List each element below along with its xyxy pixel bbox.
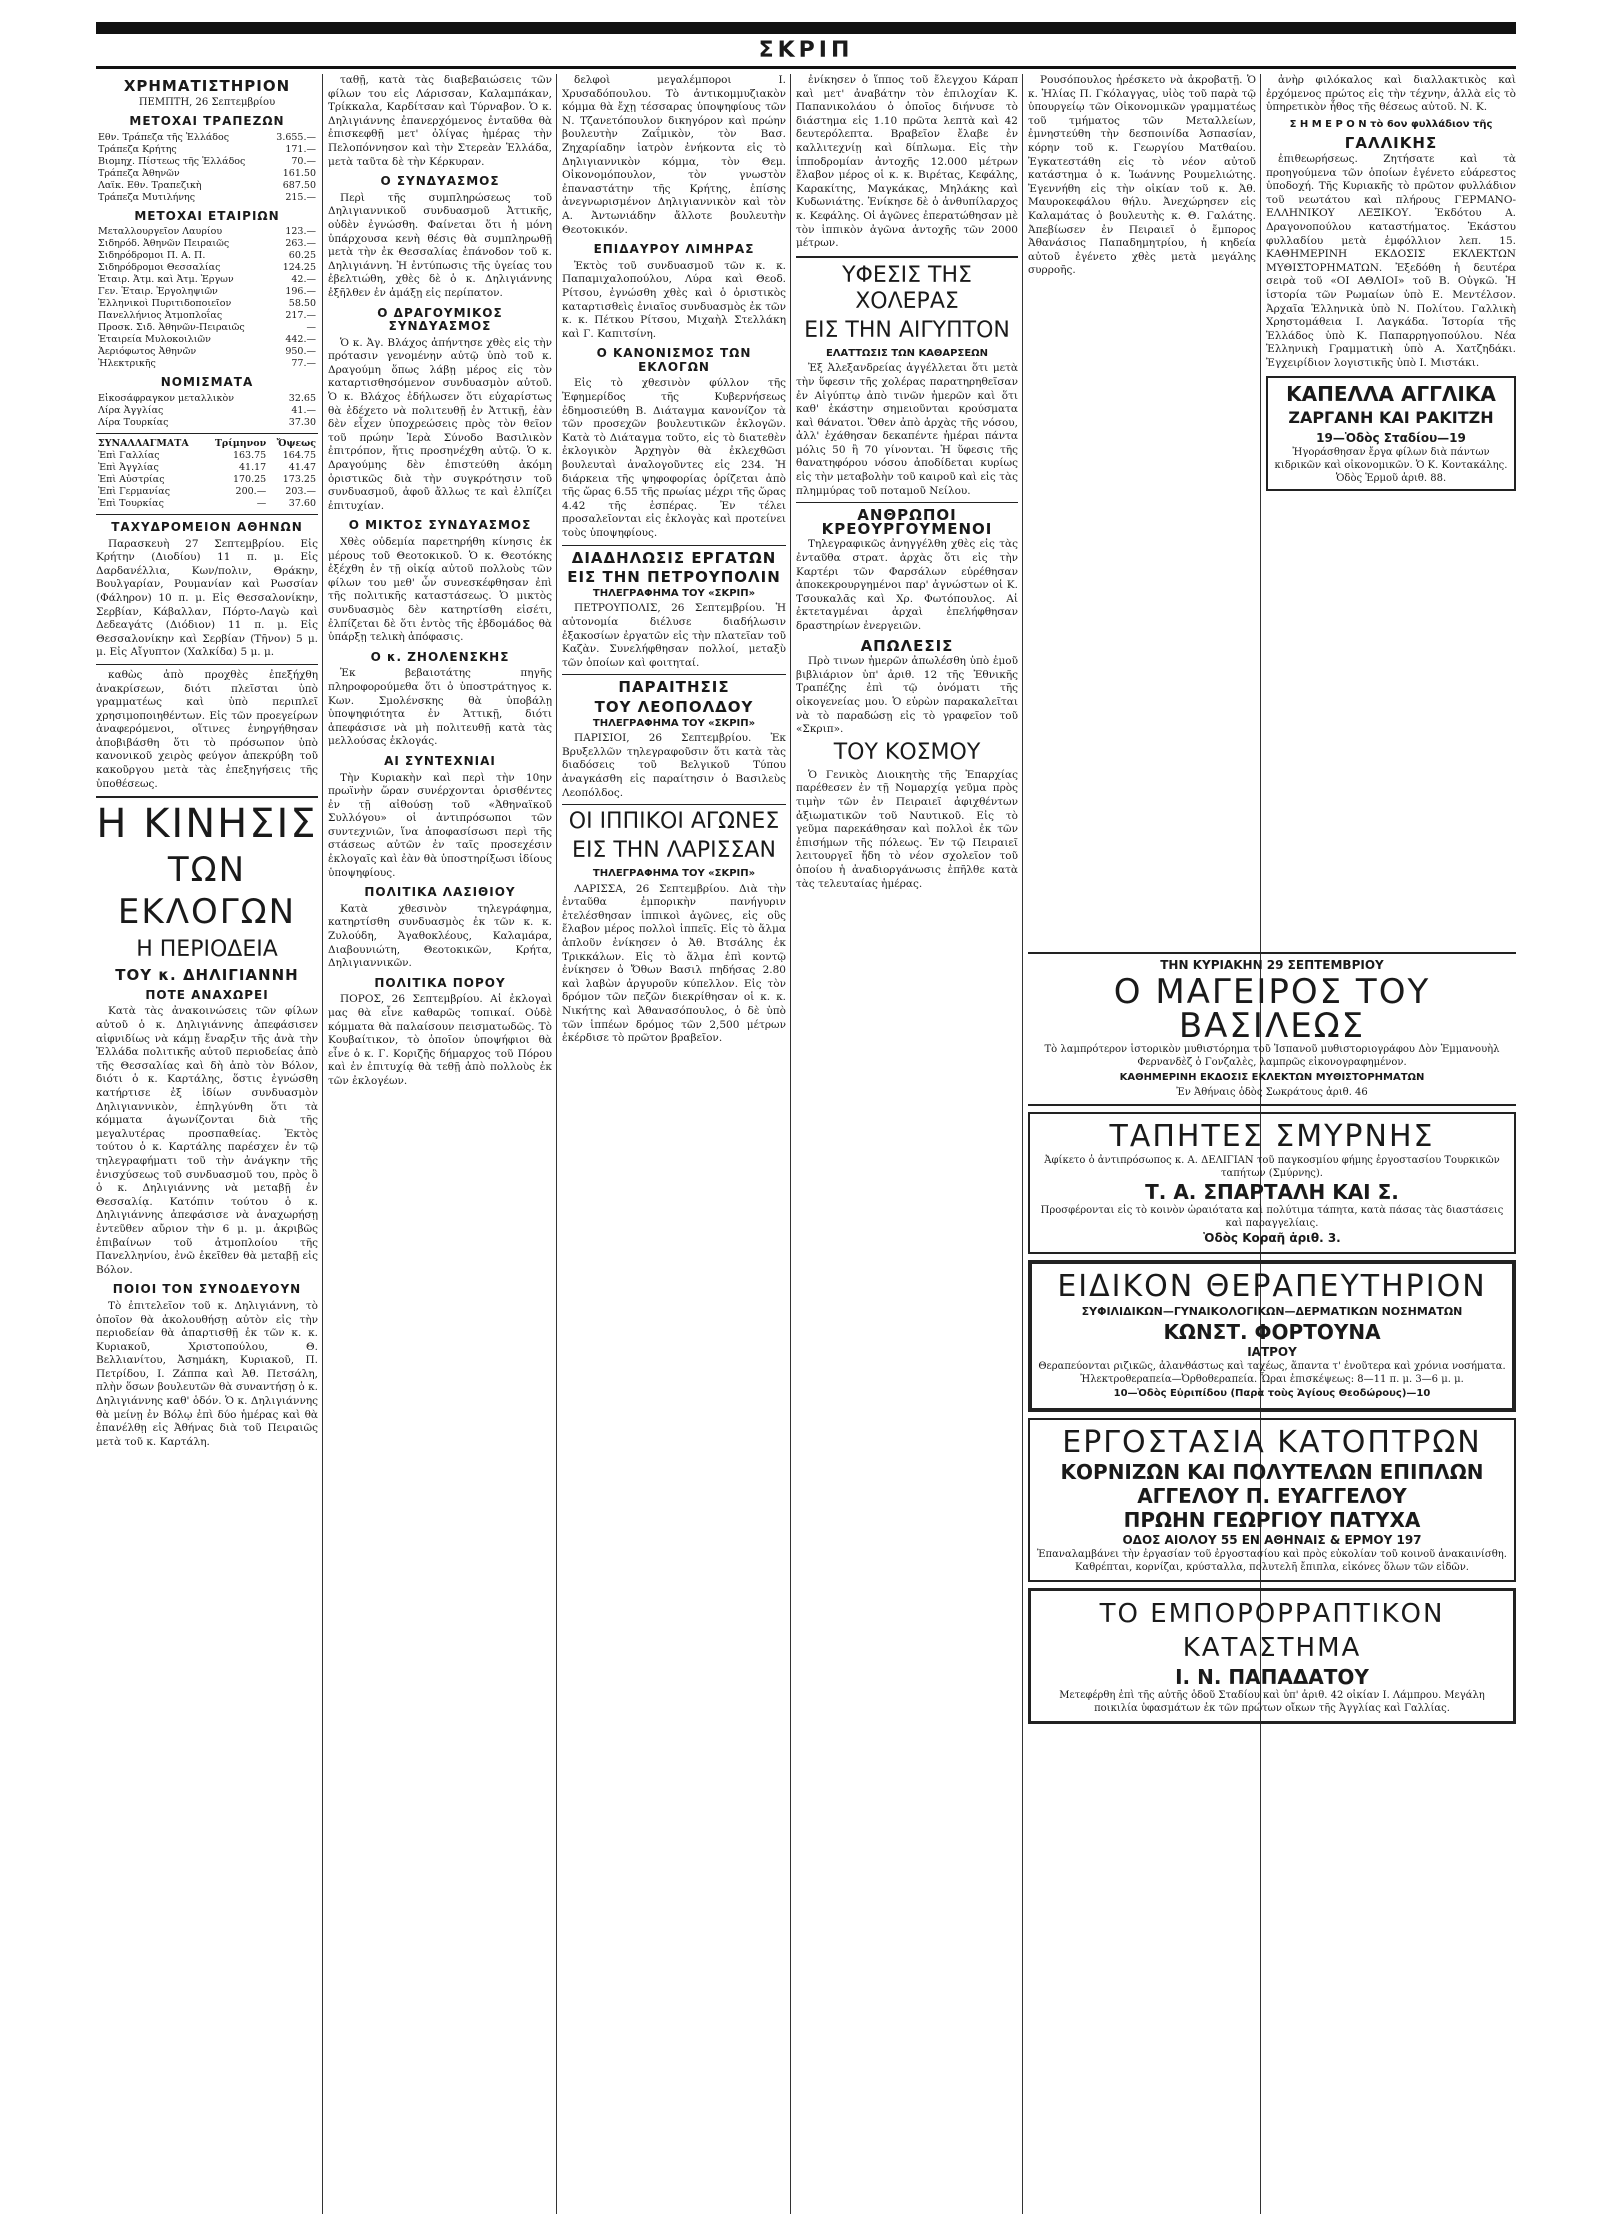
table-row [96,450,318,462]
eat-text: Τηλεγραφικῶς ἀνηγγέλθη χθὲς εἰς τὰς ἐνταῦθα στρατ. ἀρχὰς ὅτι εἰς τὴν Καρτέρι τῶν Φαρσάλων εὑρέθησαν ἀποκεκρουργημένοι παρ' ἀγνώστων οἱ Κ. Τσουκαλᾶς καὶ Χρ. Φωτόπουλος. Αἱ ἐκτεταγμέναι ἀρχαὶ ἐπελήφθησαν δραστηρίων ἐνεργειῶν. [796,538,1018,632]
table-cell: 60.25 [288,250,316,262]
column-3 [562,74,786,2214]
table-cell: — [306,322,316,334]
post-title: ΤΑΧΥΔΡΟΜΕΙΟΝ ΑΘΗΝΩΝ [111,519,303,534]
store-owner: Ι. Ν. ΠΑΠΑΔΑΤΟΥ [1175,1665,1369,1690]
hats-title: ΚΑΠΕΛΛΑ ΑΓΓΛΙΚΑ [1286,382,1496,407]
table-cell: 196.— [285,286,316,298]
theo-text: Χθὲς οὐδεμία παρετηρήθη κίνησις ἐκ μέρους τοῦ Θεοτοκικοῦ. Ὁ κ. Θεοτόκης ἐξέχθη ἐν τῇ οἰκίᾳ αὐτοῦ πολλοὺς τῶν φίλων του μεθ' ὧν συνεσκέφθησαν ἐπὶ τῆς πολιτικῆς καταστάσεως. Ὁ μικτὸς συνδυασμὸς δὲν κατηρτίσθη εἰσέτι, ἐλπίζεται δὲ ὅτι ἐντὸς τῆς ἑβδομάδος θὰ ὑπάρξῃ τελικὴ ἀπόφασις. [328,536,552,644]
mirror-line-3: ΑΓΓΕΛΟΥ Π. ΕΥΑΓΓΕΛΟΥ [1137,1484,1407,1509]
table-row [96,405,318,417]
clinic-title: ΕΙΔΙΚΟΝ ΘΕΡΑΠΕΥΤΗΡΙΟΝ [1057,1269,1487,1305]
heading-resign-2: ΤΟΥ ΛΕΟΠΟΛΔΟΥ [594,697,754,716]
table-cell: Ἑλληνικοὶ Πυριτιδοποιεῖον [98,298,232,310]
top-border [96,22,1516,34]
column-divider [322,74,323,2214]
table-cell: Ἐπὶ Γαλλίας [98,449,160,461]
clinic-ad [1028,1260,1516,1412]
table-cell: 70.— [291,155,316,167]
novel-pub: ΚΑΘΗΜΕΡΙΝΗ ΕΚΔΟΣΙΣ ΕΚΛΕΚΤΩΝ ΜΥΘΙΣΤΟΡΗΜΑΤΩΝ [1119,1071,1425,1083]
table-cell: Σιδηρόδρομοι Π. Α. Π. [98,250,206,262]
table-cell: 42.— [291,274,316,286]
banks-table [96,132,318,204]
ads-area [1028,947,1516,1730]
table-row [96,132,318,144]
table-row [96,274,318,286]
column-divider [1022,74,1023,2214]
resign-tel: ΤΗΛΕΓΡΑΦΗΜΑ ΤΟΥ «ΣΚΡΙΠ» [592,717,756,729]
column-4 [796,74,1018,2214]
heading-epidavrou: ΕΠΙΔΑΥΡΟΥ ΛΙΜΗΡΑΣ [593,242,755,257]
resign-text: ΠΑΡΙΣΙΟΙ, 26 Σεπτεμβρίου. Ἐκ Βρυξελλῶν τηλεγραφοῦσιν ὅτι κατὰ τὰς διαδόσεις τοῦ Βελγικοῦ Τύπου ἀναγκάσθη εἰς παραίτησιν ὁ Βασιλεὺς Λεοπόλδος. [562,732,786,799]
post-text: Παρασκευὴ 27 Σεπτεμβρίου. Εἰς Κρήτην (Διοδίου) 11 π. μ. Εἰς Δαρδανέλλια, Κων/πολιν, Θράκην, Βουλγαρίαν, Ρουμανίαν καὶ Ρωσσίαν (Φάληρον) 10 π. μ. Εἰς Θεσσαλονίκην, Σερβίαν, Κάβαλλαν, Πόρτο-Λαγὼ καὶ Δεδεαγάτς (Διόδιον) 11 π. μ. Εἰς Θεσσαλονίκην καὶ Σερβίαν (Τῆνον) 5 μ. μ. Εἰς Αἴγυπτον (Χαλκίδα) 5 μ. μ. [96,537,318,659]
table-cell: Σιδηρόδ. Ἀθηνῶν Πειραιῶς [98,238,230,250]
novel-text: Τὸ λαμπρότερον ἱστορικὸν μυθιστόρημα τοῦ Ἱσπανοῦ μυθιστοριογράφου Δὸν Ἐμμανουὴλ Φερνανδὲζ ὁ Γονζαλὲς, λαμπρῶς εἰκονογραφημένον. [1044,1043,1500,1068]
carpets-ad [1028,1112,1516,1254]
heading-politika: ΠΟΛΙΤΙΚΑ ΛΑΣΙΘΙΟΥ [364,885,516,900]
tour-sub2: ΠΟΤΕ ΑΝΑΧΩΡΕΙ [145,987,269,1002]
heading-cholera-1: ΥΦΕΣΙΣ ΤΗΣ ΧΟΛΕΡΑΣ [842,262,972,314]
masthead: ΣΚΡΙΠ [758,38,854,63]
hats-addr: 19—Ὁδὸς Σταδίου—19 [1316,431,1466,446]
table-row [96,144,318,156]
clinic-text: Θεραπεύονται ριζικῶς, ἀλανθάστως καὶ ταχέως, ἅπαντα τ' ἐνοῦτερα καὶ χρόνια νοσήματα. Ἠλεκτροθεραπεία—Ὀρθοθεραπεία. Ὧραι ἐπισκέψεως: 8—11 π. μ. 3—6 μ. μ. [1038,1361,1506,1386]
table-cell: 164.75 [282,449,316,461]
table-row [96,322,318,334]
coins-header: ΝΟΜΙΣΜΑΤΑ [160,375,254,390]
carpet-firm: Τ. Α. ΣΠΑΡΤΑΛΗ ΚΑΙ Σ. [1145,1180,1399,1205]
heading-horse-1: ΟΙ ΙΠΠΙΚΟΙ ΑΓΩΝΕΣ [568,809,780,835]
table-cell: 58.50 [288,298,316,310]
horse-tel: ΤΗΛΕΓΡΑΦΗΜΑ ΤΟΥ «ΣΚΡΙΠ» [592,868,756,880]
clinic-doc: ΚΩΝΣΤ. ΦΟΡΤΟΥΝΑ [1163,1320,1381,1345]
store-ad [1028,1588,1516,1724]
world-text: Ὁ Γενικὸς Διοικητὴς τῆς Ἐπαρχίας παρέθεσεν ἐν τῇ Νομαρχίᾳ γεῦμα πρὸς τιμὴν τῶν ἐν Πειραιεῖ ἀφιχθέντων ἀξιωματικῶν τοῦ Ναυτικοῦ. Εἰς τὸ γεῦμα παρεκάθησαν καὶ πολλοὶ ἐκ τῶν ἐπισήμων τῆς πόλεως. Ἐν τῷ Πειραιεῖ λειτουργεῖ ἤδη τὸ νέον σχολεῖον τοῦ ὁποίου ἡ ἀναδιοργάνωσις ἐπῆλθε κατὰ τὰς τελευταίας ἡμέρας. [796,768,1018,890]
table-cell: 77.— [291,358,316,370]
table-cell: Προσκ. Σιδ. Ἀθηνῶν-Πειραιῶς [98,322,245,334]
table-cell: 124.25 [282,262,316,274]
table-row [96,346,318,358]
table-row [96,250,318,262]
table-cell: Λίρα Ἀγγλίας [98,404,164,416]
table-row [96,238,318,250]
issue-line: Σ Η Μ Ε Ρ Ο Ν τὸ 6ον φυλλάδιον τῆς [1289,118,1493,130]
strike-tel: ΤΗΛΕΓΡΑΦΗΜΑ ΤΟΥ «ΣΚΡΙΠ» [592,587,756,599]
table-row [96,393,318,405]
heading-cholera-3: ΕΛΑΤΤΩΣΙΣ ΤΩΝ ΚΑΘΑΡΣΕΩΝ [825,347,989,359]
novel-title: Ο ΜΑΓΕΙΡΟΣ ΤΟΥ ΒΑΣΙΛΕΩΣ [1113,971,1431,1046]
table-cell: Ἑταιρεία Μυλοκοιλιῶν [98,334,211,346]
table-row [96,298,318,310]
table-cell: Γεν. Ἑταιρ. Ἐργοληψιῶν [98,286,218,298]
table-cell: Ἑταιρ. Ἀτμ. καὶ Ἀτμ. Ἐργων [98,274,234,286]
gallic-title: ΓΑΛΛΙΚΗΣ [1344,134,1438,153]
table-row [96,462,318,474]
lib-date: ΤΗΝ ΚΥΡΙΑΚΗΝ 29 ΣΕΠΤΕΜΒΡΙΟΥ [1160,958,1384,972]
clinic-sub: ΣΥΦΙΛΙΔΙΚΩΝ—ΓΥΝΑΙΚΟΛΟΓΙΚΩΝ—ΔΕΡΜΑΤΙΚΩΝ ΝΟΣΗΜΑΤΩΝ [1081,1305,1463,1319]
table-row [96,180,318,192]
carpet-title: ΤΑΠΗΤΕΣ ΣΜΥΡΝΗΣ [1109,1119,1435,1155]
table-row [96,417,318,429]
coins-table [96,393,318,429]
table-cell: 123.— [285,226,316,238]
heading-strike-1: ΔΙΑΔΗΛΩΣΙΣ ΕΡΓΑΤΩΝ [571,548,777,567]
carpet-text: Ἀφίκετο ὁ ἀντιπρόσωπος κ. Α. ΔΕΛΙΓΙΑΝ τοῦ παγκοσμίου φήμης ἐργοστασίου Τουρκικῶν ταπήτων (Σμύρνης). [1044,1155,1500,1180]
table-cell: 41.17 [239,461,267,473]
ipol-text: Ἐκ βεβαιοτάτης πηγῆς πληροφορούμεθα ὅτι ὁ ὑποστράτηγος κ. Κων. Σμολένσκης θὰ ὑποβάλῃ ὑποψηφιότητα ἐν Ἀττικῇ, διότι ἀπεφάσισε νὰ μὴ πολιτευθῇ κατὰ τὰς μελλούσας ἐκλογάς. [328,667,552,748]
column-2 [328,74,552,2214]
mirror-addr: ΟΔΟΣ ΑΙΟΛΟΥ 55 ΕΝ ΑΘΗΝΑΙΣ & ΕΡΜΟΥ 197 [1122,1533,1422,1548]
table-cell: Τράπεζα Μυτιλήνης [98,191,196,203]
table-cell: 41.47 [288,461,316,473]
mirror-title: ΕΡΓΟΣΤΑΣΙΑ ΚΑΤΟΠΤΡΩΝ [1062,1425,1482,1461]
column-5 [1028,74,1256,944]
table-row [96,486,318,498]
big-title-1: Η ΚΙΝΗΣΙΣ [96,801,318,848]
heading-smolenskis: Ο κ. ΖΗΟΛΕΝΣΚΗΣ [370,649,510,664]
table-row [96,310,318,322]
fx-table [96,438,318,510]
table-cell: Ἐπὶ Αὐστρίας [98,473,165,485]
stock-date: ΠΕΜΠΤΗ, 26 Σεπτεμβρίου [138,96,276,108]
clinic-role: ΙΑΤΡΟΥ [1247,1345,1297,1360]
table-row [96,334,318,346]
stock-title: ΧΡΗΜΑΤΙΣΤΗΡΙΟΝ [123,77,291,95]
newspaper-page [96,22,1516,2222]
table-cell: 41.— [291,404,316,416]
store-text: Μετεφέρθη ἐπὶ τῆς αὐτῆς ὁδοῦ Σταδίου καὶ ὑπ' ἀριθ. 42 οἰκίαν Ι. Λάμπρου. Μεγάλη ποικιλία ὑφασμάτων ἐκ τῶν πρώτων οἴκων τῆς Ἀγγλίας καὶ Γαλλίας. [1059,1690,1485,1715]
hats-text: Ἠγοράσθησαν ἔργα φίλων διὰ πάντων κιδρικῶν καὶ οἰκονομικῶν. Ὁ Κ. Κοντακάλης. Ὁδὸς Ἑρμοῦ ἀριθ. 88. [1274,447,1508,485]
carpet-addr: Ὁδὸς Κοραῆ ἀριθ. 3. [1203,1231,1341,1246]
table-row [96,156,318,168]
tour-title: Η ΠΕΡΙΟΔΕΙΑ [136,937,278,963]
heading-syntechniai: ΑΙ ΣΥΝΤΕΧΝΙΑΙ [384,753,496,768]
column-divider [790,74,791,2214]
table-header-cell: Τρίμηνον [214,437,267,449]
table-cell: 263.— [285,238,316,250]
col6-text2: ἐπιθεωρήσεως. Ζητήσατε καὶ τὰ προηγούμενα τῶν ὁποίων ἐγένετο εὐάρεστος ὑποδοχή. Τῆς Κυριακῆς τὸ πρῶτον φυλλάδιον τοῦ νεωτάτου καὶ πλήρους ΓΕΡΜΑΝΟ-ΕΛΛΗΝΙΚΟΥ ΛΕΞΙΚΟΥ. Ἐκδότου Α. Δραγονοπούλου καταστήματος. Ἐκάστου φυλλαδίου μετὰ ἐμφόλλιον λεπ. 15. ΚΑΘΗΜΕΡΙΝΗ ΕΚΔΟΣΙΣ ΕΚΛΕΚΤΩΝ ΜΥΘΙΣΤΟΡΗΜΑΤΩΝ. Ἐξεδόθη ἡ δευτέρα σειρὰ τοῦ «ΟΙ ΑΘΛΙΟΙ» τοῦ Β. Οὐγκῶ. Ἡ ἱστορία τῶν Ρωμαίων ὑπὸ Ε. Μεντέλσον. Ἀρχαῖα Ἑλληνικὰ ὑπὸ Ν. Πολίτου. Γαλλικὴ Χρηστομάθεια Ι. Λαγκάδα. Ἱστορία τῆς Ἑλλάδος ὑπὸ Κ. Παπαρρηγοπούλου. Νέα Ἑλληνικὴ Γραμματικὴ ὑπὸ Α. Χατζηδάκι. Ἐγχειρίδιον λογιστικῆς ὑπὸ Ι. Μιστάκι. [1266,152,1516,369]
table-cell: 37.30 [288,416,316,428]
table-cell: 161.50 [282,167,316,179]
drag-text: Ὁ κ. Ἀγ. Βλάχος ἀπήντησε χθὲς εἰς τὴν πρότασιν γενομένην αὐτῷ ὑπὸ τοῦ κ. Δραγούμη ὅπως λάβῃ μέρος εἰς τὸν καταρτισθησόμενον συνδυασμὸν αὐτοῦ. Ὁ κ. Βλάχος ἐδήλωσεν ὅτι εὐχαρίστως θὰ ἐδέχετο νὰ πολιτευθῇ ἐν Ἀττικῇ, ἐὰν δὲν εἶχεν ὑποχρεώσεις πρὸς τὸν θεῖον τοῦ πρώην Ἱερὰ Σύνοδο Βασιλικὸν ἐπιτρόπον, ἥτις προσηνέχθη αὐτῷ. Ὁ κ. Δραγούμης δὲν ἐπιστεύθη ἀκόμη ὁριστικῶς διὰ τὴν συγκρότησιν τοῦ συνδυασμοῦ, ἀφοῦ ἄλλως τε καὶ ἐλπίζει ἐπιτυχίαν. [328,336,552,512]
table-cell: Μεταλλουργεῖον Λαυρίου [98,226,223,238]
por-text: ΠΟΡΟΣ, 26 Σεπτεμβρίου. Αἱ ἐκλογαὶ μας θὰ εἶνε καθαρῶς τοπικαί. Οὐδὲ κόμματα θὰ παλαίσουν πεισματωδῶς. Τὸ Κουβαίτικον, τὸ ὁποῖον ὑποψήφιοι θὰ εἶνε ὁ κ. Γ. Κοριζῆς δήμαρχος τοῦ Πόρου καὶ ἐν ἐπιτυχίᾳ θὰ τεθῇ ἀπὸ πολλοὺς ἐκ τῶν ἐκλογέων. [328,993,552,1087]
table-header [96,438,318,450]
table-cell: 442.— [285,334,316,346]
table-cell: Τράπεζα Ἀθηνῶν [98,167,180,179]
heading-kanonismos: Ο ΚΑΝΟΝΙΣΜΟΣ ΤΩΝ ΕΚΛΟΓΩΝ [596,346,752,374]
companies-header: ΜΕΤΟΧΑΙ ΕΤΑΙΡΙΩΝ [134,208,280,223]
table-cell: 3.655.— [276,131,316,143]
table-cell: Ἀεριόφωτος Ἀθηνῶν [98,346,197,358]
kan-text: Εἰς τὸ χθεσινὸν φύλλον τῆς Ἐφημερίδος τῆς Κυβερνήσεως ἐδημοσιεύθη Β. Διάταγμα κανονίζον τὰ τῶν προσεχῶν βουλευτικῶν ἐκλογῶν. Κατὰ τὸ Διάταγμα τοῦτο, εἰς τὸ διατεθὲν ἐκλογικὸν Ἀρχηγὸν θὰ ἐκλεχθῶσι βουλευταὶ ἀναλογοῦντες εἰς 234. Ἡ διάρκεια τῆς ψηφοφορίας ὁρίζεται ἀπὸ τῆς ὥρας 6.55 τῆς πρωίας μέχρι τῆς ὥρας 4.42 τῆς ἑσπέρας. Ἐν τέλει προσαλεῖονται εἰς ἐκλογὰς καὶ προτείνει τοὺς ὑποψηφίους. [562,377,786,539]
heading-resign-1: ΠΑΡΑΙΤΗΣΙΣ [618,678,730,697]
table-row [96,286,318,298]
table-cell: 37.60 [288,497,316,509]
hats-ad [1266,376,1516,491]
table-header-cell: Ὄψεως [276,437,316,449]
mirror-line-2: ΚΟΡΝΙΖΩΝ ΚΑΙ ΠΟΛΥΤΕΛΩΝ ΕΠΙΠΛΩΝ [1060,1460,1484,1485]
mirror-ad [1028,1418,1516,1582]
col6-text1: ἀνὴρ φιλόκαλος καὶ διαλλακτικὸς καὶ ἐρχόμενος πρώτος εἰς τὴν τέχνην, ἀλλὰ εἰς τὸ ὑπηρετικὸν ἦθος τῆς θέσεως αὐτοῦ. Ν. Κ. [1266,74,1516,114]
col5-text1: Ρουσόπουλος ἠρέσκετο νὰ ἀκροβατῇ. Ὁ κ. Ἠλίας Π. Γκόλαγγας, υἱὸς τοῦ παρὰ τῷ ὑπουργείῳ τῶν Οἰκονομικῶν γραμματέως τοῦ τμήματος τῶν Μεταλλείων, ἐμνηστεύθη τὴν δεσποινίδα Ἀσπασίαν, κόρην τοῦ κ. Γεωργίου Ματθαίου. Ἐγκατεστάθη εἰς τὸ νέον αὐτοῦ κατάστημα ὁ κ. Ἰωάννης Ρουμελιώτης. Ἐγεννήθη εἰς τὴν οἰκίαν τοῦ κ. Ἀθ. Μαυροκεφάλου θήλυ. Ἀνεχώρησεν εἰς Καλαμάτας ὁ βουλευτὴς κ. Θ. Γαλάτης. Ἀπεβίωσεν ἐν Πειραιεῖ ὁ ἔμπορος Ἀθανάσιος Παπαδημητρίου, ἡ κηδεία αὐτοῦ ἐγένετο χθὲς μετὰ μεγάλης συρροῆς. [1028,74,1256,277]
horse-text: ΛΑΡΙΣΣΑ, 26 Σεπτεμβρίου. Διὰ τὴν ἐνταῦθα ἐμπορικὴν πανήγυριν ἐτελέσθησαν ἱππικοὶ ἀγῶνες, εἰς οὓς ἔλαβον μέρος πολλοὶ ἱππεῖς. Εἰς τὸ ἅλμα ἀπλοῦν ἐνίκησεν ὁ Ἀθ. Βτσάλης ἐκ Τρικκάλων. Εἰς τὸ ἅλμα ἐπὶ κοντῷ ἐνίκησεν ὁ Ὄθων Βασιλ πηδήσας 2.80 καὶ λαβὼν ἀργυροῦν κύπελλον. Εἰς τὸν δρόμον τῶν πεζῶν διεκρίθησαν οἱ κ. κ. Νικήτης καὶ Ἀθανασόπουλος, ὁ δὲ ὑπὸ τῶν ἱππέων δρόμος τῶν 2,500 μέτρων ἐκέρδισε τὸ πρῶτον βραβεῖον. [562,882,786,1045]
table-cell: 173.25 [282,473,316,485]
table-cell: — [256,497,267,509]
table-cell: 171.— [285,143,316,155]
heading-world: ΤΟΥ ΚΟΣΜΟΥ [833,739,981,765]
novel-addr: Ἐν Ἀθήναις ὁδὸς Σωκράτους ἀριθ. 46 [1176,1087,1368,1099]
loss-text: Πρὸ τινων ἡμερῶν ἀπωλέσθη ὑπὸ ἐμοῦ βιβλιάριον ὑπ' ἀριθ. 12 τῆς Ἐθνικῆς Τραπέζης ἐπὶ τῷ ὀνόματι τῆς οἰκογενείας μου. Ὁ εὑρὼν παρακαλεῖται νὰ τὸ παραδώσῃ εἰς τὸ γραφεῖον τοῦ «Σκριπ». [796,655,1018,736]
store-title: ΤΟ ΕΜΠΟΡΟΡΡΑΠΤΙΚΟΝ ΚΑΤΑΣΤΗΜΑ [1099,1599,1445,1664]
table-cell: 170.25 [232,473,267,485]
table-cell: 687.50 [282,179,316,191]
mirror-text: Ἐπαναλαμβάνει τὴν ἐργασίαν τοῦ ἐργοστασίου καὶ πρὸς εὐκολίαν τοῦ κοινοῦ ἀνακαινίσθη. Καθρέπται, κορνίζαι, κρύσταλλα, πολυτελῆ ἔπιπλα, εἰκόνες ὅλων τῶν εἰδῶν. [1037,1549,1507,1574]
table-row [96,226,318,238]
col4-text1: ἐνίκησεν ὁ ἵππος τοῦ ἔλεγχου Κάραπ καὶ μετ' ἀναβάτην τὸν ἐπιλοχίαν Κ. Παπανικολάου ὁ ὁποῖος διήνυσε τὸ διάστημα εἰς 1.10 πρῶτα λεπτὰ καὶ 42 δευτερόλεπτα. Βραβεῖον ἔλαβε ἐν καλλιτεχνίῃ καὶ δίπλωμα. Εἰς τὴν ἱπποδρομίαν ἀντοχῆς 12.000 μέτρων ἔλαβον μέρος οἱ κ. κ. Βιρέτας, Κεφάλης, Καρακίτης, Μαγκάκας, Μηλάκης καὶ Κυδωνιάτης. Ἐνίκησε δὲ ὁ ἀνθυπίλαρχος κ. Κεφάλης. Οἱ ἀγῶνες ἐπερατώθησαν μὲ τὸν ἱππικὸν ἀγῶνα ἀντοχῆς τῶν 2000 μέτρων. [796,74,1018,250]
big-title-2: ΤΩΝ ΕΚΛΟΓΩΝ [117,850,297,933]
table-cell: Λαϊκ. Εθν. Τραπεζικὴ [98,179,202,191]
table-cell: 217.— [285,310,316,322]
tour-text: Κατὰ τὰς ἀνακοινώσεις τῶν φίλων αὐτοῦ ὁ κ. Δηλιγιάννης ἀπεφάσισεν αἰφνιδίως νὰ κάμῃ ἔναρξιν τῆς ἀνὰ τὴν Ἑλλάδα πολιτικῆς αὐτοῦ περιοδείας ἀπὸ τῆς Θεσσαλίας καὶ δὴ ἀπὸ τὸν Βόλον, διότι ὁ κ. Καρτάλης, ὅστις ἐγνώσθη κατήρτισε ἐξ ἰδίων συνδυασμὸν Δηλιγιαννικὸν, ἐπηλγύνθη ὅτι τὰ κόμματα ἀγωνίζονται διὰ τῆς μεγαλυτέρας προσπαθείας. Ἐκτὸς τούτου ὁ κ. Καρτάλης παρέσχεν ἐν τῷ τηλεγραφήματι τοῦ τὴν ἀνάγκην τῆς ἐνισχύσεως τοῦ συνδυασμοῦ του, πρὸς ὃ ὁ κ. Δηλιγιάννης νὰ μεταβῇ ἐν Θεσσαλίᾳ. Κατόπιν τούτου ὁ κ. Δηλιγιάννης ἀπεφάσισε νὰ ἀναχωρήσῃ ἐντεῦθεν αὔριον τὴν 6 μ. μ. ἀκριβῶς ἐπιβαίνων τοῦ ἀτμοπλοίου τῆς Πανελληνίου, ἐνῶ ἐκεῖθεν θὰ μεταβῇ εἰς Βόλον. [96,1005,318,1276]
heading-strike-2: ΕΙΣ ΤΗΝ ΠΕΤΡΟΥΠΟΛΙΝ [567,568,781,587]
col3-text1: δελφοὶ μεγαλέμποροι Ι. Χρυσαδόπουλου. Τὸ ἀντικομμυζιακὸν κόμμα θὰ ἔχῃ τέσσαρας ὑποψηφίους τῶν Ν. Τζανετόπουλον δικηγόρον καὶ πρώην βουλευτὴν Ζαΐμικὸν, τὸν Βασ. Ζηχαρίαδην ἰατρὸν ἐνήκοντα εἰς τὸ Δηλιγιαννικὸν κόμμα, τὸν Θεμ. Οἰκονομόπουλον, τὸν γνωστὸν ἐπαναστάτην τῆς Κρήτης, ἐπίσης ἀνεγνωρισμένον Δηλιγιαννικὸν καὶ τὸν Α. Ἀντωνιάδην ἄλλοτε βουλευτὴν Θεοτοκικόν. [562,74,786,236]
table-cell: Ἐπὶ Ἀγγλίας [98,461,159,473]
tour-sub: ΤΟΥ κ. ΔΗΛΙΓΙΑΝΝΗ [115,966,299,985]
table-cell: 163.75 [232,449,267,461]
carpet-text2: Προσφέρονται εἰς τὸ κοινὸν ὡραιότατα καὶ πολύτιμα τάπητα, κατὰ πάσας τὰς διαστάσεις καὶ παραγγελίαις. [1040,1205,1504,1230]
table-cell: Τράπεζα Κρήτης [98,143,177,155]
table-cell: 950.— [285,346,316,358]
company-text: Τὸ ἐπιτελεῖον τοῦ κ. Δηλιγιάννη, τὸ ὁποῖον θὰ ἀκολουθήσῃ αὐτὸν εἰς τὴν περιοδείαν θὰ ἀπαρτισθῇ ἐκ τῶν κ. κ. Κυριακοῦ, Χριστοπούλου, Θ. Βελλιανίτου, Ἀσημάκη, Κυριακοῦ, Π. Πετρίδου, Ι. Ζάππα καὶ Ἀθ. Πετσάλη, πλὴν ὅσων βουλευτῶν θὰ συναντήσῃ ὁ κ. Δηλιγιάννης καθ' ὁδόν. Ὁ κ. Δηλιγιάννης θὰ μείνῃ ἐν Βόλῳ ἐπὶ δύο ἡμέρας καὶ θὰ ἐπανέλθῃ εἰς Ἀθήνας διὰ τοῦ Πειραιῶς μετὰ τοῦ κ. Καρτάλη. [96,1299,318,1448]
column-6 [1266,74,1516,944]
epid-text: Ἐκτὸς τοῦ συνδυασμοῦ τῶν κ. κ. Παπαμιχαλοπούλου, Λύρα καὶ Θεοδ. Ρίτσου, ἐγνώσθη χθὲς καὶ ὁ ὁριστικὸς καταρτισθεὶς ἐνιαῖος συνδυασμὸς ἐκ τῶν κ. κ. Πέτκου Ρίτσου, Μιχαὴλ Στελλάκη καὶ Γ. Καπιτσίνη. [562,259,786,340]
syn-text: Περὶ τῆς συμπληρώσεως τοῦ Δηλιγιαννικοῦ συνδυασμοῦ Ἀττικῆς, οὐδὲν ἐγνώσθη. Φαίνεται ὅτι ἡ μόνη ὑπάρχουσα κενὴ θέσις θὰ συμπληρωθῇ μετὰ τὴν ἐκ Θεσσαλίας ἐπάνοδον τοῦ κ. Δηλιγιάννη. Ἡ ἐντύπωσις τῆς ὑγείας του ἐβελτιώθη, χθὲς δὲ ὁ κ. Δηλιγιάννης ἐξῆλθεν ἐν ἁμάξῃ εἰς περίπατον. [328,191,552,299]
table-cell: 32.65 [288,392,316,404]
table-row [96,192,318,204]
table-cell: 200.— [235,485,267,497]
strike-text: ΠΕΤΡΟΥΠΟΛΙΣ, 26 Σεπτεμβρίου. Ἡ αὐτονομία διέλυσε διαδήλωσιν ἐξακοσίων ἐργατῶν εἰς τὴν πλατεῖαν τοῦ Καζὰν. Συνελήφθησαν πολλοί, μεταξὺ τῶν ὁποίων καὶ φοιτηταί. [562,602,786,669]
table-row [96,358,318,370]
company-title: ΠΟΙΟΙ ΤΟΝ ΣΥΝΟΔΕΥΟΥΝ [112,1282,302,1297]
table-cell: Εἰκοσάφραγκον μεταλλικὸν [98,392,234,404]
table-cell: Βιομηχ. Πίστεως τῆς Ἑλλάδος [98,155,246,167]
heading-cholera-2: ΕΙΣ ΤΗΝ ΑΙΓΥΠΤΟΝ [804,317,1010,343]
table-row [96,474,318,486]
chol-text: Ἐξ Ἀλεξανδρείας ἀγγέλλεται ὅτι μετὰ τὴν ὕφεσιν τῆς χολέρας παρατηρηθεῖσαν ἐν Αἰγύπτῳ ἀπὸ τινῶν ἡμερῶν καὶ ὅτι καθ' ἑκάστην σημειοῦνται κρούσματα καὶ θάνατοι. Ὅθεν ἀπὸ ἀρχὰς τῆς νόσου, ἀλλ' ἐχάθησαν δεκαπέντε ἡμέραι πάντα μόλις 50 ἢ 70 γίνονται. Ἡ ὕφεσις τῆς θανατηφόρου νόσου ἀποδίδεται κυρίως εἰς τὴν μεταβολὴν τοῦ καιροῦ καὶ εἰς τὰς πλημμύρας τοῦ ποταμοῦ Νείλου. [796,362,1018,497]
heading-syndyasmos: Ο ΣΥΝΔΥΑΣΜΟΣ [380,174,500,189]
column-divider [556,74,557,2214]
table-cell: Εθν. Τράπεζα τῆς Ἑλλάδος [98,131,230,143]
heading-miktos: Ο ΜΙΚΤΟΣ ΣΥΝΔΥΑΣΜΟΣ [348,518,532,533]
table-row [96,168,318,180]
table-cell: Πανελλήνιος Ἀτμοπλοΐας [98,310,223,322]
heading-horse-2: ΕΙΣ ΤΗΝ ΛΑΡΙΣΣΑΝ [572,838,776,864]
mirror-line-4: ΠΡΩΗΝ ΓΕΩΡΓΙΟΥ ΠΑΤΥΧΑ [1123,1508,1421,1533]
hats-names: ΖΑΡΓΑΝΗ ΚΑΙ ΡΑΚΙΤΖΗ [1288,408,1494,428]
heading-eat: ΑΝΘΡΩΠΟΙ ΚΡΕΟΥΡΓΟΥΜΕΝΟΙ [821,506,993,538]
banks-header: ΜΕΤΟΧΑΙ ΤΡΑΠΕΖΩΝ [129,114,285,129]
table-cell: Σιδηρόδρομοι Θεσσαλίας [98,262,221,274]
table-header-cell: ΣΥΝΑΛΛΑΓΜΑΤΑ [98,437,189,449]
table-cell: Λίρα Τουρκίας [98,416,169,428]
clinic-addr: 10—Ὁδὸς Εὐριπίδου (Παρὰ τοὺς Ἁγίους Θεοδώρους)—10 [1113,1388,1431,1400]
column-1 [96,74,318,2214]
conf-text: Τὴν Κυριακὴν καὶ περὶ τὴν 10ην πρωϊνὴν ὥραν συνέρχονται ὁρισθέντες ἐν τῇ αἰθούσῃ τοῦ «Ἀθηναϊκοῦ Συλλόγου» οἱ ἀντιπρόσωποι τῶν συντεχνιῶν, ἵνα ἀποφασίσωσι περὶ τῆς στάσεως αὐτῶν ἐν ταῖς προσεχέσιν ἐκλογαῖς καὶ ἐὰν θὰ ὑποστηρίξωσι ἰδίους ὑποψηφίους. [328,771,552,879]
table-row [96,498,318,510]
intro-text: καθὼς ἀπὸ προχθὲς ἐπεξήχθη ἀνακρίσεων, διότι πλεῖσται ὑπὸ γραμματέως καὶ ὑπὸ περιπλεῖ χρησιμοποιηθέντων. Εἰς τῶν προεγείρων ἀναφερόμενοι, οἵτινες ἐνηργήθησαν ἀποβιβάσθη ὅτι τὸ πρόσωπον ὑπὸ κανονικοῦ χειρὸς φεύγον ἀπεκρύβη τοῦ κακοῦργου μετὰ τὰς ἐπεξηγήσεις τῆς ὑποθέσεως. [96,668,318,790]
heading-porou: ΠΟΛΙΤΙΚΑ ΠΟΡΟΥ [374,975,506,990]
heading-dragoumis: Ο ΔΡΑΓΟΥΜΙΚΟΣ ΣΥΝΔΥΑΣΜΟΣ [377,305,503,334]
heading-loss: ΑΠΩΛΕΣΙΣ [860,636,954,655]
masthead-rule [96,66,1516,69]
companies-table [96,226,318,370]
pol-text: Κατὰ χθεσινὸν τηλεγράφημα, κατηρτίσθη συνδυασμὸς ἐκ τῶν κ. κ. Ζυλούδη, Ἀγαθοκλέους, Καλαμάρα, Διαβουνιώτη, Θεοτοκικῶν, Κρήτα, Δηλιγιαννικῶν. [328,902,552,970]
table-row [96,262,318,274]
table-cell: Ἐπὶ Γερμανίας [98,485,171,497]
table-cell: Ἐπὶ Τουρκίας [98,497,164,509]
col2-text1: ταθῇ, κατὰ τὰς διαβεβαιώσεις τῶν φίλων του εἰς Λάρισσαν, Καλαμπάκαν, Τρίκκαλα, Καρδίτσαν καὶ Τύρναβον. Ὁ κ. Δηλιγιάννης ἐπανερχόμενος ἐνταῦθα θὰ ἐπισκεφθῇ μετ' ὀλίγας ἡμέρας τὴν Πελοπόννησον καὶ τὴν Στερεὰν Ἑλλάδα, μετὰ ταῦτα δὲ τὴν Κέρκυραν. [328,74,552,168]
table-cell: Ἠλεκτρικῆς [98,358,156,370]
table-cell: 215.— [285,191,316,203]
table-cell: 203.— [285,485,316,497]
